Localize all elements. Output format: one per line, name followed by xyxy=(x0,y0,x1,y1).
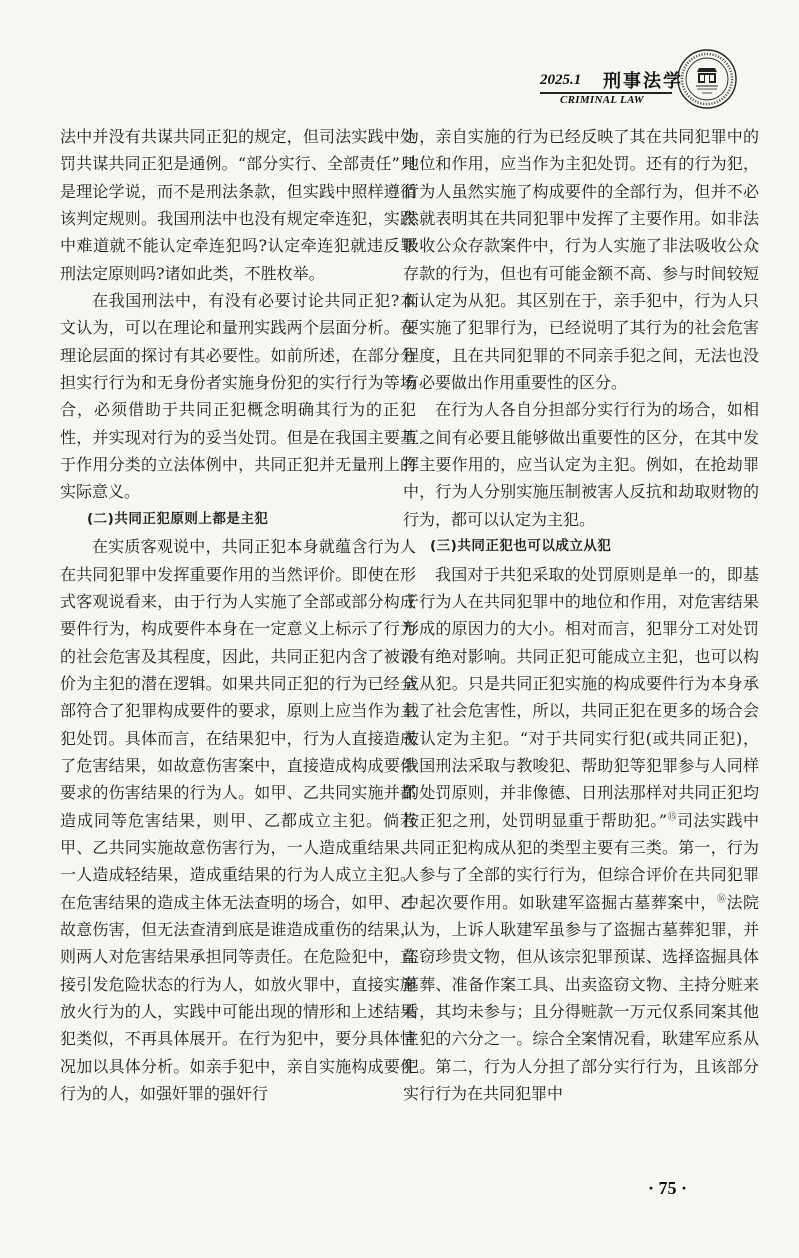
footnote-marker[interactable]: ⑮ xyxy=(667,812,678,823)
issue-label: 2025.1 xyxy=(540,72,582,88)
paragraph xyxy=(403,561,759,1108)
left-column xyxy=(60,123,416,1107)
paragraph-text: 法院认为，上诉人耿建军虽参与了盗掘古墓葬犯罪，并盗窃珍贵文物，但从该宗犯罪预谋、选择盗掘具体墓葬、准备作案工具、出卖盗窃文物、主持分赃来看，其均未参与；且分得赃款一万元仅系同案其他主犯的六分之一。综合全案情况看，耿建军应系从犯。第二，行为人分担了部分实行行为，且该部分实行行为在共同犯罪中 xyxy=(403,892,759,1104)
university-seal-icon xyxy=(676,48,738,110)
right-column xyxy=(403,123,759,1107)
section-heading: (三)共同正犯也可以成立从犯 xyxy=(430,538,612,555)
paragraph: 法中并没有共谋共同正犯的规定，但司法实践中处罚共谋共同正犯是通例。“部分实行、全部责任”只是理论学说，而不是刑法条款，但实践中照样遵循该判定规则。我国刑法中也没有规定牵连犯，实践中难道就不能认定牵连犯吗?认定牵连犯就违反罪刑法定原则吗?诸如此类，不胜枚举。 xyxy=(60,127,416,283)
journal-english-title: CRIMINAL LAW xyxy=(560,94,644,106)
running-header xyxy=(0,0,799,120)
paragraph-text: 司法实践中共同正犯构成从犯的类型主要有三类。第一，行为人参与了全部的实行行为，但综合评价在共同犯罪中起次要作用。如耿建军盗掘古墓葬案中， xyxy=(403,810,759,912)
paragraph: 在实质客观说中，共同正犯本身就蕴含行为人在共同犯罪中发挥重要作用的当然评价。即使在形式客观说看来，由于行为人实施了全部或部分构成要件行为，构成要件本身在一定意义上标示了行为的社会危害及其程度，因此，共同正犯内含了被评价为主犯的潜在逻辑。如果共同正犯的行为已经全部符合了犯罪构成要件的要求，原则上应当作为主犯处罚。具体而言，在结果犯中，行为人直接造成了危害结果，如故意伤害案中，直接造成构成要件要求的伤害结果的行为人。如甲、乙共同实施并都造成同等危害结果，则甲、乙都成立主犯。倘若甲、乙共同实施故意伤害行为，一人造成重结果、一人造成轻结果，造成重结果的行为人成立主犯。在危害结果的造成主体无法查明的场合，如甲、乙故意伤害，但无法查清到底是谁造成重伤的结果，则两人对危害结果承担同等责任。在危险犯中，直接引发危险状态的行为人，如放火罪中，直接实施放火行为的人，实践中可能出现的情形和上述结果犯类似，不再具体展开。在行为犯中，要分具体情况加以具体分析。如亲手犯中，亲自实施构成要件行为的人，如强奸罪的强奸行 xyxy=(60,537,416,1104)
journal-title: 刑事法学 xyxy=(603,71,683,92)
page-number: · 75 · xyxy=(648,1178,688,1198)
paragraph: 在我国刑法中，有没有必要讨论共同正犯?本文认为，可以在理论和量刑实践两个层面分析。在理论层面的探讨有其必要性。如前所述，在部分分担实行行为和无身份者实施身份犯的实行行为等场合，必须借助于共同正犯概念明确其行为的正犯性，并实现对行为的妥当处罚。但是在我国主要基于作用分类的立法体例中，共同正犯并无量刑上的实际意义。 xyxy=(60,291,416,502)
paragraph: 为，亲自实施的行为已经反映了其在共同犯罪中的地位和作用，应当作为主犯处罚。还有的行为犯，行为人虽然实施了构成要件的全部行为，但并不必然就表明其在共同犯罪中发挥了主要作用。如非法吸收公众存款案件中，行为人实施了非法吸收公众存款的行为，但也有可能金额不高、参与时间较短而认定为从犯。其区别在于，亲手犯中，行为人只要实施了犯罪行为，已经说明了其行为的社会危害程度，且在共同犯罪的不同亲手犯之间，无法也没有必要做出作用重要性的区分。 xyxy=(403,127,759,393)
section-heading: (二)共同正犯原则上都是主犯 xyxy=(87,510,269,527)
paragraph: 在行为人各自分担部分实行行为的场合，如相互之间有必要且能够做出重要性的区分，在其中发挥主要作用的，应当认定为主犯。例如，在抢劫罪中，行为人分别实施压制被害人反抗和劫取财物的行为，都可以认定为主犯。 xyxy=(403,400,759,529)
footnote-marker[interactable]: ⑯ xyxy=(716,894,727,905)
paragraph-text: 我国对于共犯采取的处罚原则是单一的，即基于行为人在共同犯罪中的地位和作用，对危害结果形成的原因力的大小。相对而言，犯罪分工对处罚没有绝对影响。共同正犯可能成立主犯，也可以构成从犯。只是共同正犯实施的构成要件行为本身承载了社会危害性，所以，共同正犯在更多的场合会被认定为主犯。“对于共同实行犯(或共同正犯)，我国刑法采取与教唆犯、帮助犯等犯罪参与人同样的处罚原则，并非像德、日刑法那样对共同正犯均按正犯之刑，处罚明显重于帮助犯。” xyxy=(403,564,759,830)
